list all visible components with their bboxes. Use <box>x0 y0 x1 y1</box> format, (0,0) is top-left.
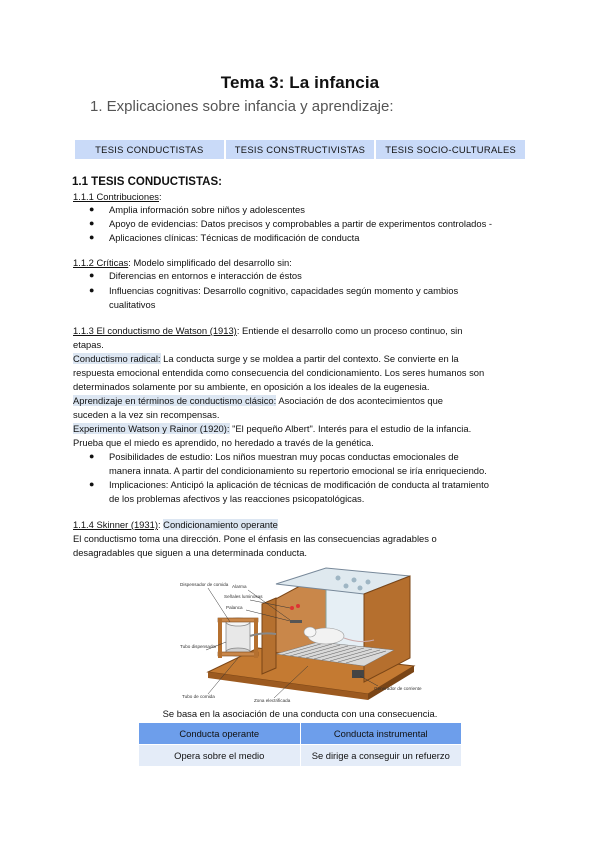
skinner-line2: desagradables que siguen a una determinada conducta. <box>73 547 308 558</box>
conducta-operante-cell: Opera sobre el medio <box>139 745 301 767</box>
list-item: Amplia información sobre niños y adolescentes <box>109 204 305 215</box>
watson-heading: 1.1.3 El conductismo de Watson (1913) <box>73 325 237 336</box>
figure-label-senales: Señales luminosas <box>224 594 263 599</box>
skinner-heading: 1.1.4 Skinner (1931) <box>73 519 158 530</box>
list-item: Implicaciones: Anticipó la aplicación de técnicas de modificación de conducta al tratamiento <box>109 479 489 490</box>
skinner-box-illustration <box>178 562 426 706</box>
figure-label-palanca: Palanca <box>226 605 243 610</box>
conducta-instrumental-header: Conducta instrumental <box>300 723 462 745</box>
tesis-constructivistas-cell: TESIS CONSTRUCTIVISTAS <box>225 139 376 160</box>
figure-label-zona: Zona electrificada <box>254 698 291 703</box>
list-item: Posibilidades de estudio: Los niños muestran muy pocas conductas emocionales de <box>109 451 459 462</box>
aprendizaje-label: Aprendizaje en términos de conductismo clásico: <box>73 395 277 406</box>
figure-label-generador: Generador de corriente <box>374 686 422 691</box>
figure-label-tubo-dispensador: Tubo dispensador <box>180 644 217 649</box>
bullet-icon: ● <box>89 285 95 295</box>
bullet-icon: ● <box>89 218 95 228</box>
watson-after: : Entiende el desarrollo como un proceso continuo, sin <box>236 325 463 336</box>
criticas-heading: 1.1.2 Críticas <box>73 257 129 268</box>
radical-label: Conductismo radical: <box>73 353 161 364</box>
page-title: Tema 3: La infancia <box>220 73 380 92</box>
figure-label-alarma: Alarma <box>232 584 247 589</box>
aprendizaje-line2: suceden a la vez sin recompensas. <box>73 409 220 420</box>
experimento-line <box>73 423 471 435</box>
contribuciones-heading: 1.1.1 Contribuciones <box>73 191 159 202</box>
radical-line2: respuesta emocional entendida como consecuencia del condicionamiento. Los seres humanos son <box>73 367 485 378</box>
figure-label-dispensador: Dispensador de comida <box>180 582 229 587</box>
list-item-continuation: manera innata. A partir del condicionamiento su repertorio emocional se iría enriqueciendo. <box>109 465 487 476</box>
tesis-table <box>73 138 527 161</box>
watson-line2: etapas. <box>73 339 104 350</box>
watson-line <box>73 325 462 337</box>
section-subtitle: 1. Explicaciones sobre infancia y aprendizaje: <box>90 98 394 115</box>
contribuciones-line <box>73 191 162 203</box>
list-item: Aplicaciones clínicas: Técnicas de modificación de conducta <box>109 232 360 243</box>
bullet-icon: ● <box>89 451 95 461</box>
aprendizaje-line <box>73 395 443 407</box>
skinner-highlight: Condicionamiento operante <box>163 519 278 530</box>
experimento-text: "El pequeño Albert". Interés para el estudio de la infancia. <box>229 423 472 434</box>
tesis-socioculturales-cell: TESIS SOCIO-CULTURALES <box>375 139 526 160</box>
bullet-icon: ● <box>89 479 95 489</box>
tesis-conductistas-cell: TESIS CONDUCTISTAS <box>74 139 225 160</box>
list-item: Influencias cognitivas: Desarrollo cognitivo, capacidades según momento y cambios <box>109 285 459 296</box>
list-item: Diferencias en entornos e interacción de éstos <box>109 270 302 281</box>
radical-text: La conducta surge y se moldea a partir del contexto. Se convierte en la <box>160 353 459 364</box>
criticas-after: : Modelo simplificado del desarrollo sin: <box>128 257 292 268</box>
radical-line3: determinados solamente por su ambiente, en oposición a los ideales de la eugenesia. <box>73 381 430 392</box>
bullet-icon: ● <box>89 270 95 280</box>
bullet-icon: ● <box>89 232 95 242</box>
aprendizaje-text: Asociación de dos acontecimientos que <box>276 395 444 406</box>
radical-line <box>73 353 459 365</box>
bullet-icon: ● <box>89 204 95 214</box>
list-item-continuation: de los problemas afectivos y las reacciones psicopatológicas. <box>109 493 365 504</box>
experimento-line2: Prueba que el miedo es aprendido, no heredado a través de la genética. <box>73 437 374 448</box>
experimento-label: Experimento Watson y Rainor (1920): <box>73 423 230 434</box>
list-item: Apoyo de evidencias: Datos precisos y comprobables a partir de experimentos controlados - <box>109 218 493 229</box>
conducta-table <box>138 722 462 767</box>
section-heading: 1.1 TESIS CONDUCTISTAS: <box>72 176 222 188</box>
figure-label-tubo-comida: Tubo de comida <box>182 694 215 699</box>
conducta-instrumental-cell: Se dirige a conseguir un refuerzo <box>300 745 462 767</box>
contribuciones-after: : <box>159 191 162 202</box>
criticas-line <box>73 257 292 269</box>
skinner-line1: El conductismo toma una dirección. Pone el énfasis en las consecuencias agradables o <box>73 533 437 544</box>
figure-caption: Se basa en la asociación de una conducta con una consecuencia. <box>162 708 438 719</box>
skinner-line <box>73 519 278 531</box>
skinner-colon: : <box>157 519 161 530</box>
conducta-operante-header: Conducta operante <box>139 723 301 745</box>
list-item-continuation: cualitativos <box>109 299 156 310</box>
